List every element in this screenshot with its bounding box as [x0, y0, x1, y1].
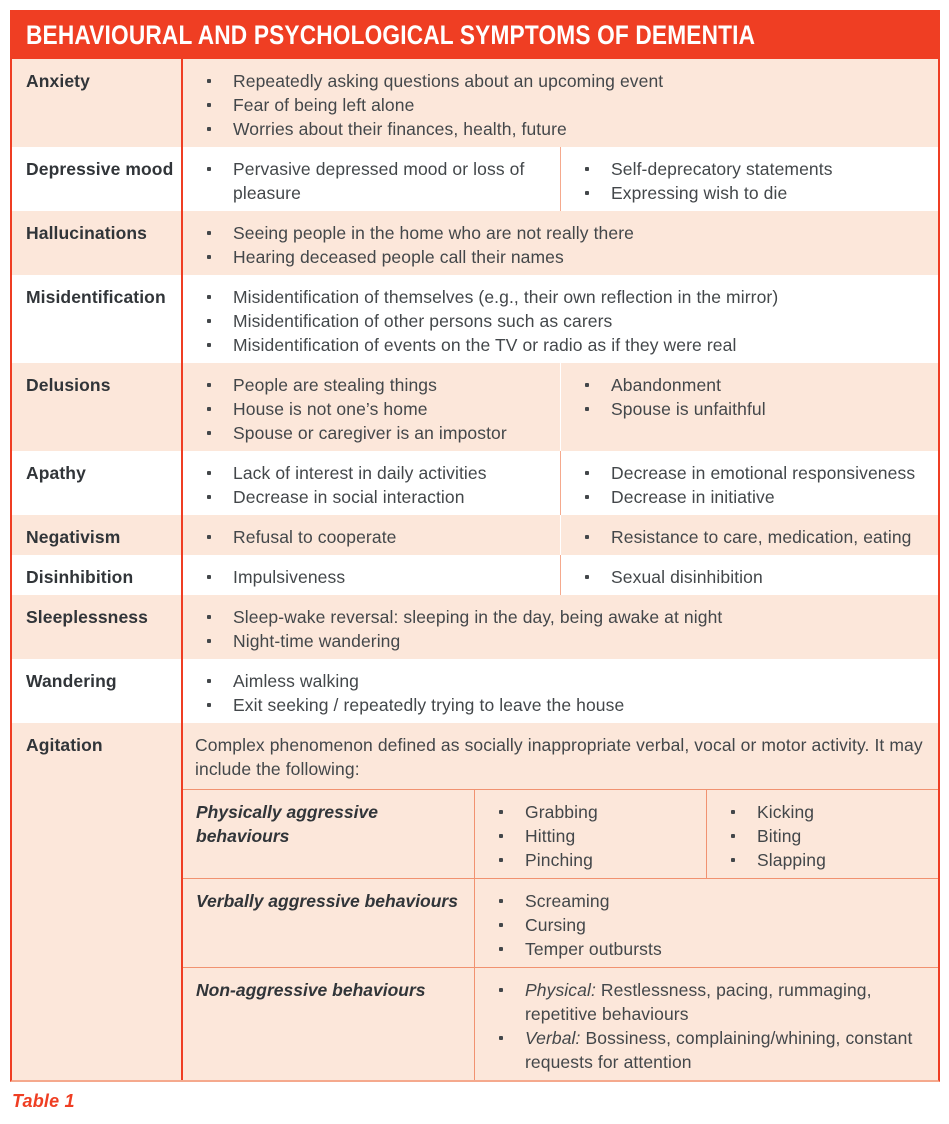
- bullet-column: [183, 515, 560, 555]
- bullet-column: [560, 515, 938, 555]
- row-hallucinations: [12, 211, 938, 275]
- bullet-column: [474, 968, 938, 1080]
- bullet-columns: [183, 147, 938, 211]
- bullet-column: [183, 147, 560, 211]
- bullet-column: [183, 451, 560, 515]
- bullet-list: [561, 565, 930, 589]
- bullet-column: [183, 595, 938, 659]
- bullet-item: Refusal to cooperate: [205, 525, 552, 549]
- row-content: [181, 451, 938, 515]
- row-content: [181, 363, 938, 451]
- bullet-columns: [183, 515, 938, 555]
- nested-row-header: Physically aggressive behaviours: [196, 802, 378, 846]
- bullet-item: Misidentification of themselves (e.g., their own reflection in the mirror): [205, 285, 930, 309]
- bullet-columns: [183, 363, 938, 451]
- bullet-item: Physical: Restlessness, pacing, rummaging, repetitive behaviours: [497, 978, 930, 1026]
- row-disinhibition: [12, 555, 938, 595]
- bullet-column: [560, 451, 938, 515]
- bullet-item: Grabbing: [497, 800, 698, 824]
- row-wandering: [12, 659, 938, 723]
- bullet-column: [560, 555, 938, 595]
- bullet-column: [474, 790, 706, 878]
- bullet-columns: [183, 595, 938, 659]
- row-content: [181, 595, 938, 659]
- row-sleeplessness: [12, 595, 938, 659]
- table-caption: Table 1: [12, 1091, 75, 1111]
- bullet-item: Self-deprecatory statements: [583, 157, 930, 181]
- bullet-column: [560, 363, 938, 451]
- row-content: [181, 723, 938, 1080]
- row-delusions: [12, 363, 938, 451]
- bullet-columns: [183, 211, 938, 275]
- row-content: [181, 555, 938, 595]
- bullet-item: Aimless walking: [205, 669, 930, 693]
- bullet-item: People are stealing things: [205, 373, 552, 397]
- bullet-item: Biting: [729, 824, 930, 848]
- row-depressive-mood: [12, 147, 938, 211]
- row-agitation: [12, 723, 938, 1080]
- row-label: Delusions: [26, 375, 111, 395]
- bullet-list: [183, 157, 552, 205]
- bullet-list: [183, 669, 930, 717]
- bullet-item: Hitting: [497, 824, 698, 848]
- bullet-list: [183, 285, 930, 357]
- bullet-list: [707, 800, 930, 872]
- bullet-item: Misidentification of events on the TV or radio as if they were real: [205, 333, 930, 357]
- bullet-column: [474, 879, 938, 967]
- bullet-item: Screaming: [497, 889, 930, 913]
- bullet-column: [183, 275, 938, 363]
- bullet-list: [475, 889, 930, 961]
- row-content: [181, 659, 938, 723]
- nested-row-physically-aggressive-behaviours: [183, 790, 938, 878]
- bullet-item: Fear of being left alone: [205, 93, 930, 117]
- bpsd-table: [10, 10, 940, 1082]
- bullet-item: Pinching: [497, 848, 698, 872]
- bullet-columns: [183, 275, 938, 363]
- bullet-column: [183, 659, 938, 723]
- row-label: Wandering: [26, 671, 117, 691]
- bullet-columns: [183, 659, 938, 723]
- nested-row-verbally-aggressive-behaviours: [183, 878, 938, 967]
- bullet-column: [706, 790, 938, 878]
- nested-row-header: Non-aggressive behaviours: [196, 980, 426, 1000]
- bullet-columns: [183, 451, 938, 515]
- row-label: Hallucinations: [26, 223, 148, 243]
- table-header-bar: [12, 12, 938, 59]
- bullet-item: Expressing wish to die: [583, 181, 930, 205]
- bullet-item: Sleep-wake reversal: sleeping in the day, being awake at night: [205, 605, 930, 629]
- bullet-item: House is not one’s home: [205, 397, 552, 421]
- bullet-item: Worries about their finances, health, future: [205, 117, 930, 141]
- bullet-item: Sexual disinhibition: [583, 565, 930, 589]
- row-label: Negativism: [26, 527, 121, 547]
- bullet-column: [183, 363, 560, 451]
- bullet-item: Hearing deceased people call their names: [205, 245, 930, 269]
- bullet-item: Decrease in initiative: [583, 485, 930, 509]
- row-content: [181, 59, 938, 147]
- bullet-list: [183, 221, 930, 269]
- row-content: [181, 211, 938, 275]
- bullet-item: Seeing people in the home who are not really there: [205, 221, 930, 245]
- bullet-item: Spouse or caregiver is an impostor: [205, 421, 552, 445]
- bullet-item: Resistance to care, medication, eating: [583, 525, 930, 549]
- bullet-item: Exit seeking / repeatedly trying to leave the house: [205, 693, 930, 717]
- row-anxiety: [12, 59, 938, 147]
- row-content: [181, 515, 938, 555]
- row-label: Sleeplessness: [26, 607, 148, 627]
- row-content: [181, 147, 938, 211]
- bullet-item: Repeatedly asking questions about an upcoming event: [205, 69, 930, 93]
- bullet-prefix: Verbal:: [525, 1028, 581, 1048]
- bullet-column: [183, 59, 938, 147]
- bullet-item: Kicking: [729, 800, 930, 824]
- row-label: Misidentification: [26, 287, 166, 307]
- row-label: Apathy: [26, 463, 86, 483]
- bullet-item: Verbal: Bossiness, complaining/whining, constant requests for attention: [497, 1026, 930, 1074]
- bullet-item: Decrease in emotional responsiveness: [583, 461, 930, 485]
- bullet-list: [183, 373, 552, 445]
- bullet-list: [561, 461, 930, 509]
- row-negativism: [12, 515, 938, 555]
- bullet-column: [560, 147, 938, 211]
- table-body: [12, 59, 938, 1080]
- bullet-item: Night-time wandering: [205, 629, 930, 653]
- bullet-list: [183, 525, 552, 549]
- bullet-list: [561, 157, 930, 205]
- bullet-item: Lack of interest in daily activities: [205, 461, 552, 485]
- bullet-prefix: Physical:: [525, 980, 596, 1000]
- bullet-columns: [183, 59, 938, 147]
- bullet-list: [183, 69, 930, 141]
- bullet-item: Pervasive depressed mood or loss of pleasure: [205, 157, 552, 205]
- row-misidentification: [12, 275, 938, 363]
- row-intro: Complex phenomenon defined as socially inappropriate verbal, vocal or motor activity. It may include the following:: [195, 735, 923, 779]
- bullet-list: [183, 605, 930, 653]
- bullet-list: [475, 978, 930, 1074]
- bullet-item: Cursing: [497, 913, 930, 937]
- row-label: Anxiety: [26, 71, 90, 91]
- bullet-list: [183, 461, 552, 509]
- bullet-column: [183, 211, 938, 275]
- nested-table: [183, 789, 938, 1080]
- bullet-item: Spouse is unfaithful: [583, 397, 930, 421]
- bullet-list: [561, 373, 930, 421]
- bullet-column: [183, 555, 560, 595]
- nested-row-header: Verbally aggressive behaviours: [196, 891, 458, 911]
- bullet-item: Abandonment: [583, 373, 930, 397]
- bullet-item: Impulsiveness: [205, 565, 552, 589]
- row-apathy: [12, 451, 938, 515]
- bullet-columns: [183, 555, 938, 595]
- row-content: [181, 275, 938, 363]
- bullet-list: [475, 800, 698, 872]
- bullet-list: [561, 525, 930, 549]
- row-label: Depressive mood: [26, 159, 174, 179]
- bullet-item: Decrease in social interaction: [205, 485, 552, 509]
- bullet-item: Slapping: [729, 848, 930, 872]
- bullet-list: [183, 565, 552, 589]
- bullet-item: Temper outbursts: [497, 937, 930, 961]
- row-label: Agitation: [26, 735, 103, 755]
- row-label: Disinhibition: [26, 567, 134, 587]
- table-title: BEHAVIOURAL AND PSYCHOLOGICAL SYMPTOMS OF DEMENTIA: [26, 20, 756, 50]
- bullet-item: Misidentification of other persons such as carers: [205, 309, 930, 333]
